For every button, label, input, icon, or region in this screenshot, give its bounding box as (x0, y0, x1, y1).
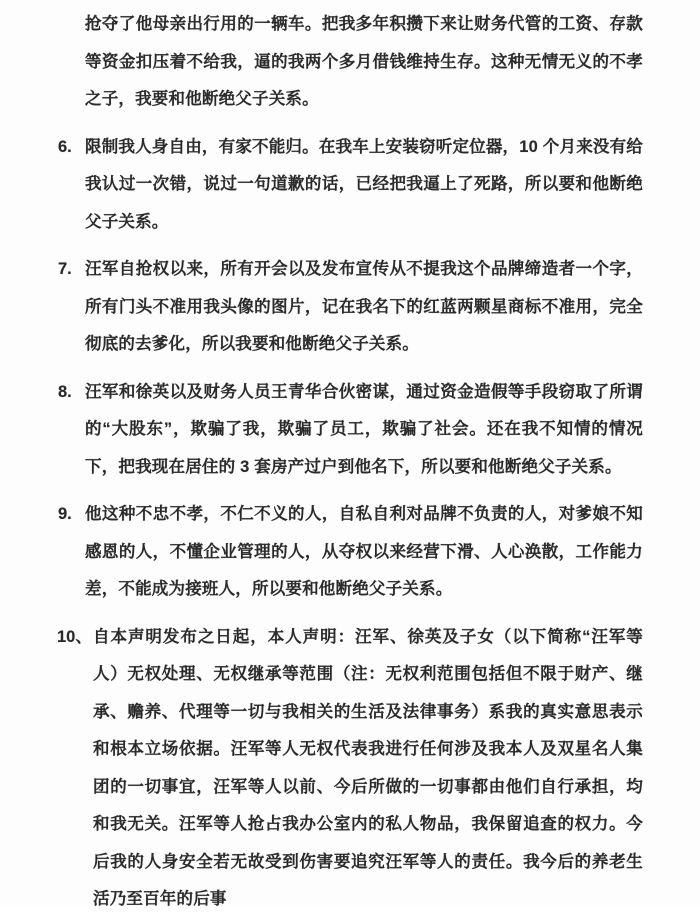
list-item-number: 8. (58, 382, 72, 401)
list-item-number: 9. (58, 505, 72, 523)
list-item-text: 他这种不忠不孝，不仁不义的人，自私自利对品牌不负责的人，对爹娘不知感恩的人，不懂企业管理的人，从夺权以来经营下滑、人心涣散，工作能力差，不能成为接班人，所以要和他断绝父子关系。 (85, 505, 643, 598)
list-item-text: 汪军自抢权以来，所有开会以及发布宣传从不提我这个品牌缔造者一个字，所有门头不准用我头像的图片，记在我名下的红蓝两颗星商标不准用，完全彻底的去爹化，所以我要和他断绝父子关系。 (85, 260, 643, 353)
list-item-10 (0, 619, 700, 919)
list-item-text: 汪军和徐英以及财务人员王青华合伙密谋，通过资金造假等手段窃取了所谓的“大股东”，欺骗了我，欺骗了员工，欺骗了社会。还在我不知情的情况下，把我现在居住的 3 套房产过户到他名下，所以要和他断绝父子关系。 (85, 382, 643, 476)
list-item-8 (0, 374, 700, 487)
list-item-9 (0, 496, 700, 609)
list-item-7 (0, 251, 700, 364)
list-item-number: 10、 (57, 627, 92, 646)
list-item-text: 限制我人身自由，有家不能归。在我车上安装窃听定位器，10 个月来没有给我认过一次错，说过一句道歉的话，已经把我逼上了死路，所以要和他断绝父子关系。 (85, 137, 643, 231)
list-item-number: 6. (58, 137, 72, 156)
list-item-number: 7. (58, 260, 72, 278)
intro-paragraph-continuation: 抢夺了他母亲出行用的一辆车。把我多年积攒下来让财务代管的工资、存款等资金扣压着不给我，逼的我两个多月借钱维持生存。这种无情无义的不孝之子，我要和他断绝父子关系。 (85, 15, 643, 108)
list-item-text: 自本声明发布之日起，本人声明：汪军、徐英及子女（以下简称“汪军等人）无权处理、无权继承等范围（注：无权利范围包括但不限于财产、继承、赡养、代理等一切与我相关的生活及法律事务）系我的真实意思表示和根本立场依据。汪军等人无权代表我进行任何涉及我本人及双星名人集团的一切事宜，汪军等人以前、今后所做的一切事都由他们自行承担，均和我无关。汪军等人抢占我办公室内的私人物品，我保留追查的权力。今后我的人身安全若无故受到伤害要追究汪军等人的责任。我今后的养老生活乃至百年的后事 (93, 627, 643, 908)
list-item-6 (0, 129, 700, 242)
